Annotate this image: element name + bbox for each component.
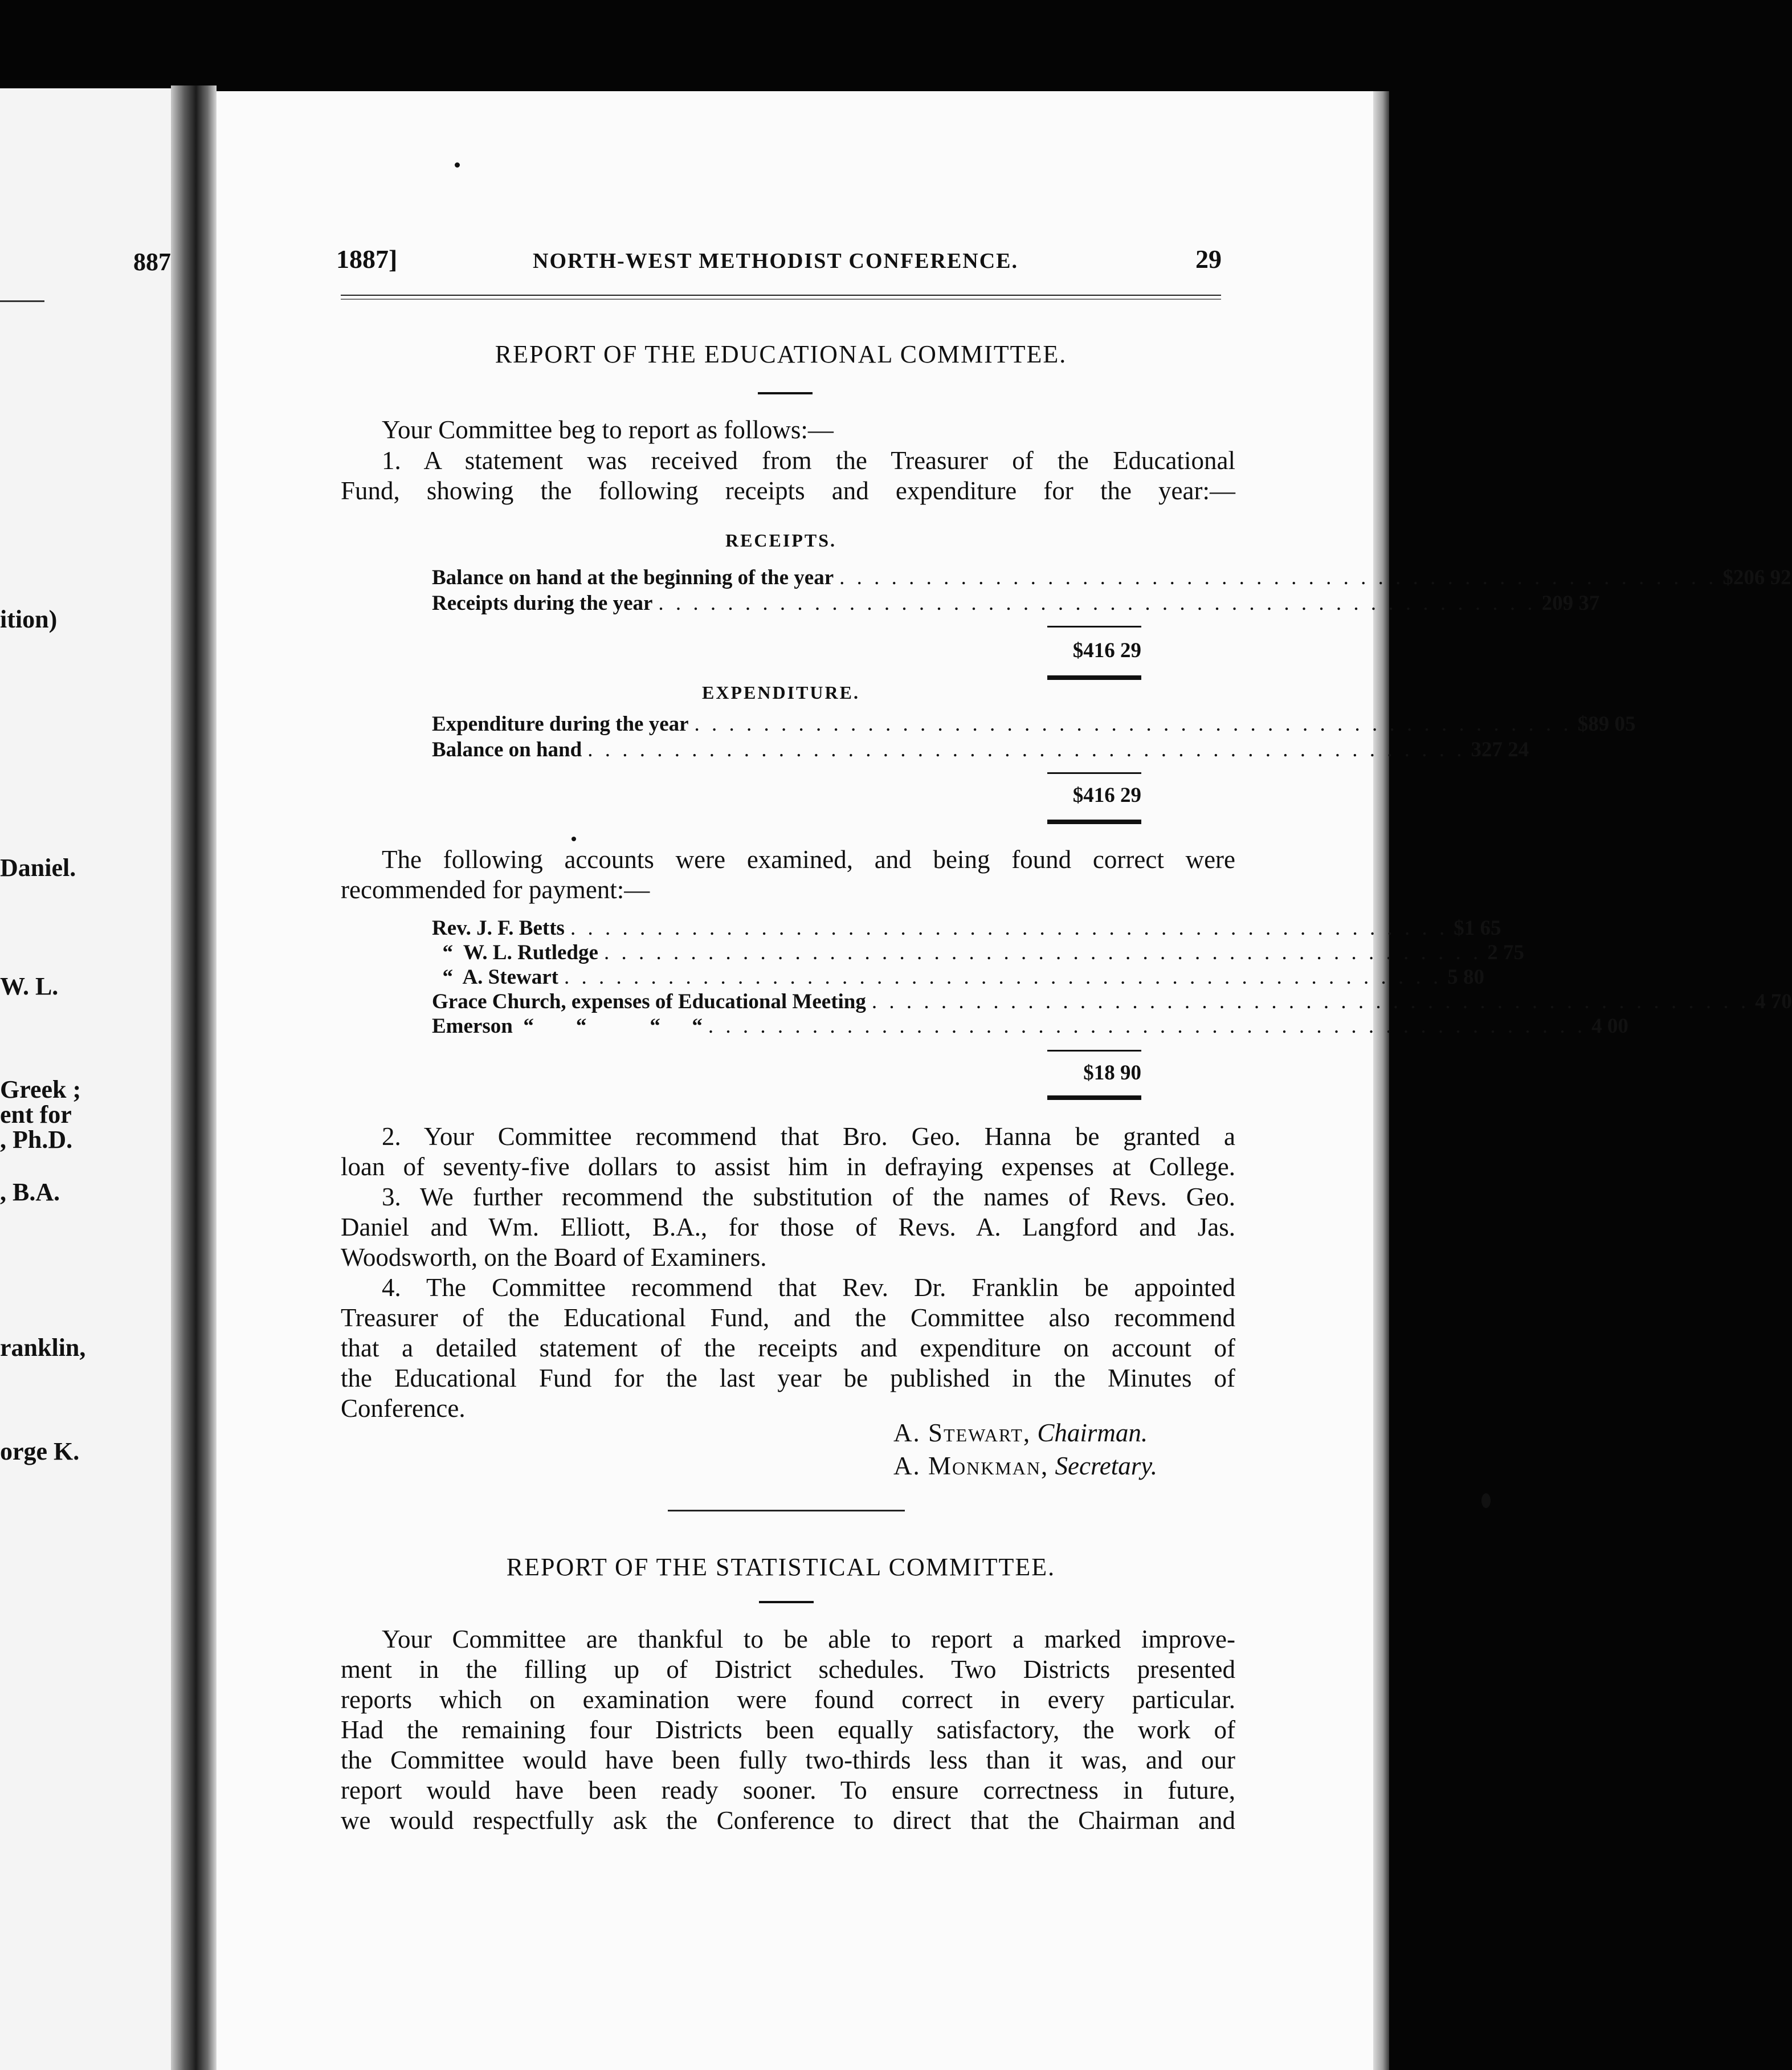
- total-rule: [1047, 1050, 1141, 1052]
- ledger-row: [432, 712, 1636, 736]
- ledger-row: [432, 965, 1484, 989]
- scan-speck: [1481, 1493, 1491, 1508]
- text-line: we would respectfully ask the Conference to direct that the Chairman and: [341, 1806, 1235, 1835]
- leader-dots: . . . . . . . . . . . . . . . . . . . . . . . . . . . . . . . . . . . . . . . . . . . . . . . . . . .: [658, 592, 1536, 615]
- double-rule: [1047, 675, 1141, 680]
- leader-dots: . . . . . . . . . . . . . . . . . . . . . . . . . . . . . . . . . . . . . . . . . . . . . . . . . . .: [708, 1014, 1586, 1038]
- paragraph: [341, 845, 1235, 905]
- accounts-total: $18 90: [1083, 1061, 1141, 1085]
- signatory-role: Chairman.: [1037, 1419, 1148, 1447]
- text-line: Conference.: [341, 1394, 466, 1423]
- text-line: Fund, showing the following receipts and expenditure for the year:—: [341, 476, 1235, 505]
- ledger-item: “ W. L. Rutledge: [432, 941, 598, 964]
- text-line: 2. Your Committee recommend that Bro. Geo. Hanna be granted a: [382, 1122, 1235, 1151]
- signature-chairman: [893, 1418, 1148, 1448]
- signature-secretary: [893, 1451, 1157, 1481]
- title-rule: [759, 1601, 814, 1603]
- ledger-row: [432, 592, 1600, 616]
- ledger-amount: 4 00: [1591, 1014, 1628, 1038]
- ledger-item: Emerson “ “ “ “: [432, 1014, 703, 1038]
- double-rule: [1047, 820, 1141, 824]
- left-page-fragment: Greek ;: [0, 1075, 81, 1103]
- section-title: REPORT OF THE STATISTICAL COMMITTEE.: [506, 1553, 1056, 1581]
- left-page-fragment: orge K.: [0, 1437, 80, 1465]
- double-rule: [1047, 1095, 1141, 1100]
- section-separator: [668, 1510, 905, 1511]
- receipts-total: $416 29: [1072, 639, 1141, 662]
- text-line: 3. We further recommend the substitution of the names of Revs. Geo.: [382, 1183, 1235, 1211]
- signatory-role: Secretary.: [1055, 1452, 1158, 1480]
- left-page-fragment: W. L.: [0, 972, 59, 1000]
- ledger-amount: $1 65: [1454, 916, 1501, 940]
- leader-dots: . . . . . . . . . . . . . . . . . . . . . . . . . . . . . . . . . . . . . . . . . . . . . . . . . . .: [564, 965, 1442, 989]
- title-rule: [758, 392, 813, 394]
- signatory-name: A. Monkman,: [893, 1452, 1049, 1480]
- leader-dots: . . . . . . . . . . . . . . . . . . . . . . . . . . . . . . . . . . . . . . . . . . . . . . . . . . .: [570, 916, 1448, 940]
- ledger-item: Receipts during the year: [432, 592, 653, 615]
- expenditure-total: $416 29: [1072, 784, 1141, 807]
- scan-speck: [572, 837, 576, 841]
- left-page-fragment: 887: [133, 248, 171, 276]
- text-line: Treasurer of the Educational Fund, and the Committee also recommend: [341, 1303, 1235, 1332]
- header-year: 1887]: [336, 245, 398, 274]
- ledger-amount: 4 70: [1755, 990, 1792, 1013]
- text-line: reports which on examination were found correct in every particular.: [341, 1685, 1235, 1714]
- ledger-row: [432, 941, 1524, 965]
- signatory-name: A. Stewart,: [893, 1419, 1031, 1447]
- left-page-fragment: , Ph.D.: [0, 1126, 73, 1154]
- header-rule: [341, 299, 1221, 300]
- text-line: report would have been ready sooner. To ensure correctness in future,: [341, 1776, 1235, 1804]
- page-number: 29: [1195, 245, 1222, 274]
- left-page-fragment: ranklin,: [0, 1334, 86, 1362]
- ledger-row: [432, 1014, 1628, 1038]
- leader-dots: . . . . . . . . . . . . . . . . . . . . . . . . . . . . . . . . . . . . . . . . . . . . . . . . . . .: [603, 941, 1482, 964]
- text-line: The following accounts were examined, and being found correct were: [382, 845, 1235, 874]
- text-line: the Committee would have been fully two-thirds less than it was, and our: [341, 1746, 1235, 1774]
- paragraph: [341, 1122, 1235, 1182]
- leader-dots: . . . . . . . . . . . . . . . . . . . . . . . . . . . . . . . . . . . . . . . . . . . . . . . . . . .: [871, 990, 1750, 1013]
- text-line: that a detailed statement of the receipts and expenditure on account of: [341, 1334, 1235, 1362]
- text-line: Your Committee beg to report as follows:—: [382, 415, 834, 444]
- page-edge: [1373, 91, 1389, 2070]
- text-line: ment in the filling up of District schedules. Two Districts presented: [341, 1655, 1235, 1684]
- header-rule: [341, 295, 1221, 296]
- text-line: loan of seventy-five dollars to assist him in defraying expenses at College.: [341, 1152, 1235, 1181]
- running-title: NORTH-WEST METHODIST CONFERENCE.: [533, 249, 1019, 273]
- expenditure-heading: EXPENDITURE.: [702, 682, 860, 703]
- left-page-rule: [0, 300, 44, 302]
- paragraph: [341, 446, 1235, 506]
- text-line: Had the remaining four Districts been equally satisfactory, the work of: [341, 1716, 1235, 1744]
- receipts-heading: RECEIPTS.: [725, 530, 837, 551]
- ledger-item: Grace Church, expenses of Educational Meeting: [432, 990, 866, 1013]
- text-line: recommended for payment:—: [341, 875, 650, 904]
- leader-dots: . . . . . . . . . . . . . . . . . . . . . . . . . . . . . . . . . . . . . . . . . . . . . . . . . . .: [694, 712, 1572, 736]
- paragraph: [341, 415, 1235, 445]
- ledger-amount: $206 92: [1722, 566, 1791, 589]
- ledger-item: Balance on hand: [432, 738, 582, 761]
- ledger-item: Balance on hand at the beginning of the year: [432, 566, 834, 589]
- text-line: 1. A statement was received from the Treasurer of the Educational: [382, 446, 1235, 475]
- ledger-amount: 2 75: [1487, 941, 1524, 964]
- ledger-row: [432, 916, 1501, 940]
- total-rule: [1047, 626, 1141, 627]
- total-rule: [1047, 772, 1141, 774]
- leader-dots: . . . . . . . . . . . . . . . . . . . . . . . . . . . . . . . . . . . . . . . . . . . . . . . . . . .: [839, 566, 1717, 589]
- ledger-amount: 327 24: [1471, 738, 1529, 761]
- ledger-amount: 5 80: [1447, 965, 1484, 989]
- scan-speck: [455, 162, 460, 168]
- left-page-fragment: ent for: [0, 1101, 72, 1128]
- ledger-item: Expenditure during the year: [432, 712, 689, 736]
- text-line: Daniel and Wm. Elliott, B.A., for those of Revs. A. Langford and Jas.: [341, 1213, 1235, 1241]
- left-page-fragment: Daniel.: [0, 854, 76, 882]
- book-gutter: [171, 85, 217, 2070]
- leader-dots: . . . . . . . . . . . . . . . . . . . . . . . . . . . . . . . . . . . . . . . . . . . . . . . . . . .: [587, 738, 1466, 761]
- paragraph: [341, 1182, 1235, 1273]
- left-page-fragment: , B.A.: [0, 1178, 60, 1206]
- left-page-fragment: ition): [0, 605, 58, 633]
- text-line: Your Committee are thankful to be able to report a marked improve-: [382, 1625, 1235, 1653]
- text-line: the Educational Fund for the last year be published in the Minutes of: [341, 1364, 1235, 1392]
- text-line: Woodsworth, on the Board of Examiners.: [341, 1243, 767, 1272]
- paragraph: [341, 1624, 1235, 1836]
- paragraph: [341, 1273, 1235, 1424]
- ledger-amount: $89 05: [1577, 712, 1636, 736]
- ledger-amount: 209 37: [1541, 592, 1600, 615]
- ledger-row: [432, 566, 1791, 590]
- section-title: REPORT OF THE EDUCATIONAL COMMITTEE.: [495, 340, 1067, 368]
- text-line: 4. The Committee recommend that Rev. Dr. Franklin be appointed: [382, 1273, 1235, 1302]
- ledger-item: Rev. J. F. Betts: [432, 916, 565, 940]
- ledger-row: [432, 738, 1529, 762]
- ledger-row: [432, 990, 1792, 1014]
- ledger-item: “ A. Stewart: [432, 965, 558, 989]
